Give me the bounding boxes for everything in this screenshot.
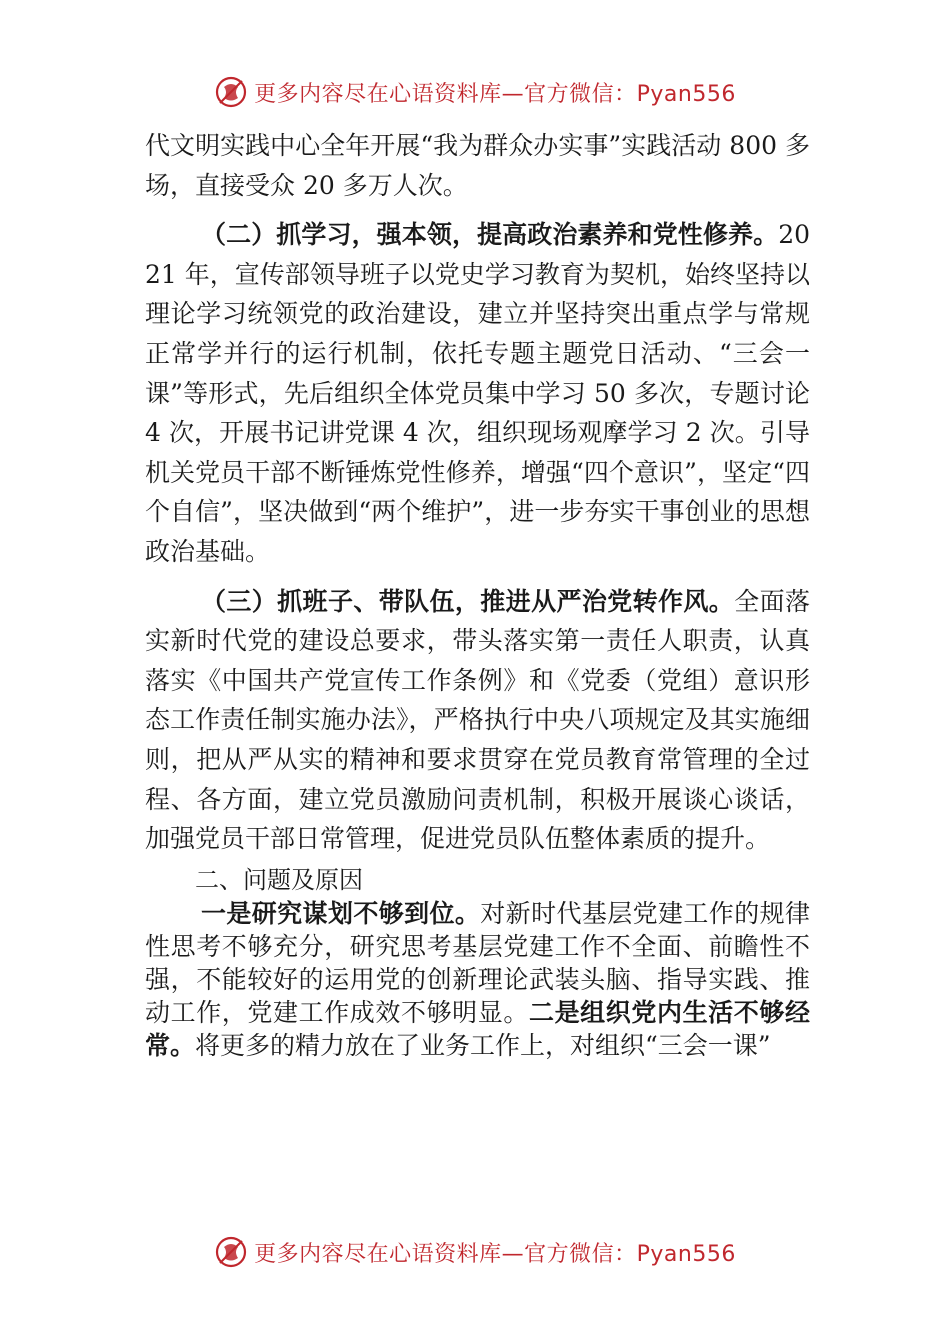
paragraph-team-body: 全面落实新时代党的建设总要求，带头落实第一责任人职责，认真落实《中国共产党宣传工作条例》和《党委（党组）意识形态工作责任制实施办法》，严格执行中央八项规定及其实施细则，把从严从实的精神和要求贯穿在党员教育常管理的全过程、各方面，建立党员激励问责机制，积极开展谈心谈话，加强党员干部日常管理，促进党员队伍整体素质的提升。 bbox=[145, 586, 810, 854]
paragraph-team-title: （三）抓班子、带队伍，推进从严治党转作风。 bbox=[201, 586, 735, 616]
footer-banner-text: 更多内容尽在心语资料库—官方微信：Pyan556 bbox=[254, 1241, 736, 1267]
seal-logo-icon bbox=[214, 75, 248, 109]
problem-two-title: 二是组织党内生活不够经常。 bbox=[145, 997, 810, 1060]
problem-two-body: 将更多的精力放在了业务工作上，对组织“三会一课” bbox=[195, 1030, 771, 1060]
paragraph-continuation: 代文明实践中心全年开展“我为群众办实事”实践活动 800 多场，直接受众 20 多万人次。 bbox=[145, 131, 810, 200]
paragraph-problems bbox=[145, 897, 810, 1062]
problem-one-title: 一是研究谋划不够到位。 bbox=[201, 898, 481, 928]
paragraph-study-body: 2021 年，宣传部领导班子以党史学习教育为契机，始终坚持以理论学习统领党的政治建设，建立并坚持突出重点学与常规正常学并行的运行机制，依托专题主题党日活动、“三会一课”等形式，先后组织全体党员集中学习 50 多次，专题讨论 4 次，开展书记讲党课 4 次，组织现场观摩学习 2 次。引导机关党员干部不断锤炼党性修养，增强“四个意识”，坚定“四个自信”，坚决做到“两个维护”，进一步夯实干事创业的思想政治基础。 bbox=[145, 220, 810, 566]
paragraph-study bbox=[145, 215, 810, 571]
header-banner bbox=[0, 72, 950, 112]
section-heading-problems: 二、问题及原因 bbox=[195, 865, 363, 894]
footer-banner bbox=[0, 1232, 950, 1272]
paragraph-study-title: （二）抓学习，强本领，提高政治素养和党性修养。 bbox=[201, 220, 779, 250]
header-banner-text: 更多内容尽在心语资料库—官方微信：Pyan556 bbox=[254, 81, 736, 107]
seal-logo-icon bbox=[214, 1235, 248, 1269]
paragraph-team bbox=[145, 582, 810, 859]
document-body bbox=[145, 126, 810, 1062]
problem-one-body: 对新时代基层党建工作的规律性思考不够充分，研究思考基层党建工作不全面、前瞻性不强，不能较好的运用党的创新理论武装头脑、指导实践、推动工作，党建工作成效不够明显。 bbox=[145, 898, 810, 1027]
